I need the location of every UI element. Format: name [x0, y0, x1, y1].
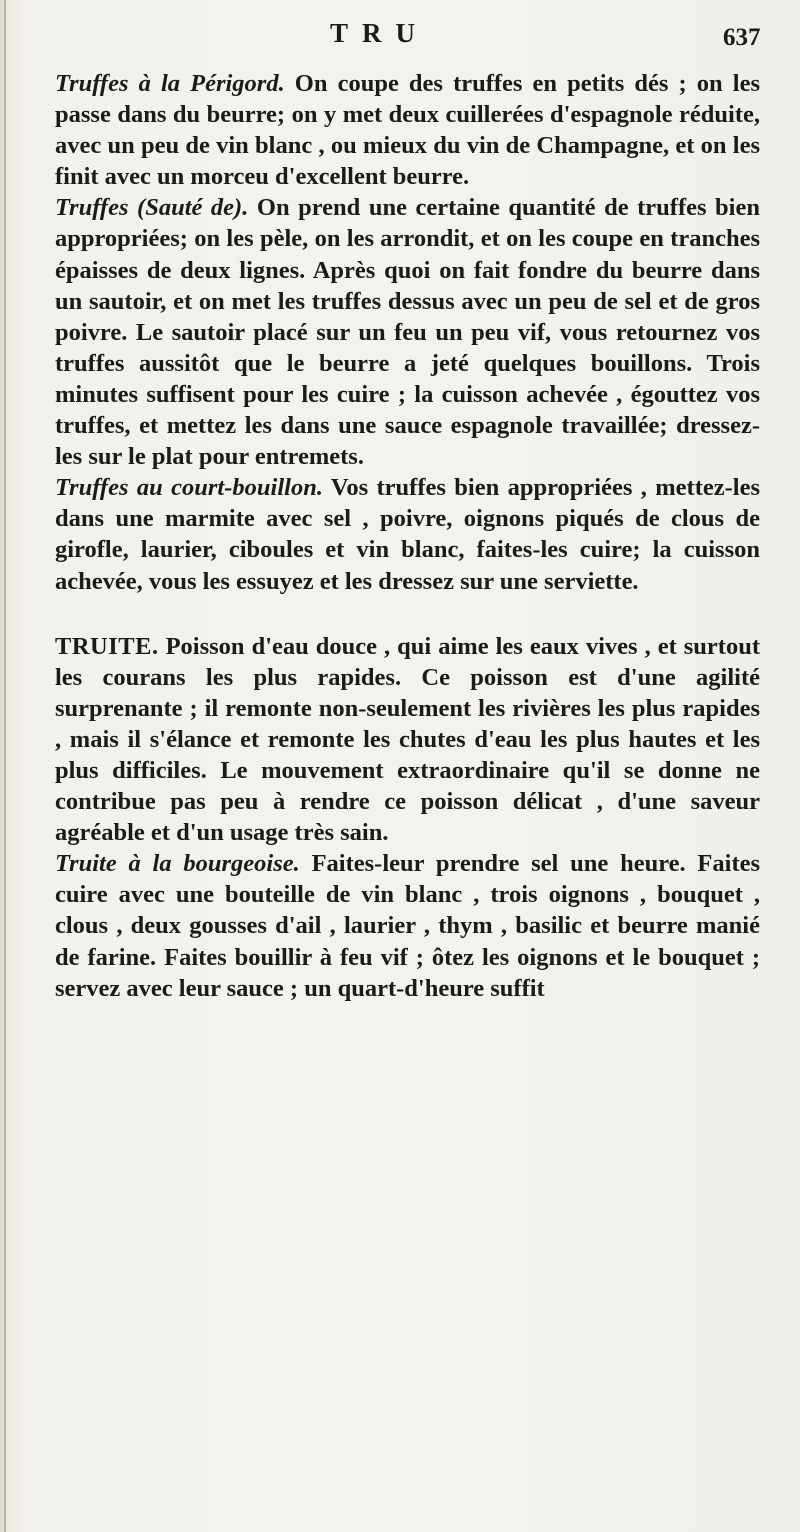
entry-truffes-court-bouillon [55, 472, 760, 596]
body-text [55, 68, 760, 1004]
entry-truite-bourgeoise [55, 848, 760, 1003]
entry-term: Truite à la bourgeoise. [55, 850, 300, 878]
entry-text: Poisson d'eau douce , qui aime les eaux vives , et surtout les courans les plus rapides. Ce poisson est d'une agilité surprenante ; il remonte non-seulement les rivières les plus rapides , mais il s'élance et remonte les chutes d'eau les plus hautes et les plus difficiles. Le mouvement extraordinaire qu'il se donne ne contribue pas peu à rendre ce poisson délicat , d'une saveur agréable et d'un usage très sain. [55, 632, 760, 847]
entry-text: On prend une certaine quantité de truffes bien appropriées; on les pèle, on les arrondit, et on les coupe en tranches épaisses de deux lignes. Après quoi on fait fondre du beurre dans un sautoir, et on met les truffes dessus avec un peu de sel et de gros poivre. Le sautoir placé sur un feu un peu vif, vous retournez vos truffes aussitôt que le beurre a jeté quelques bouillons. Trois minutes suffisent pour les cuire ; la cuisson achevée , égouttez vos truffes, et mettez les dans une sauce espagnole travaillée; dressez-les sur le plat pour entremets. [55, 194, 760, 471]
entry-term: Truffes au court-bouillon. [55, 474, 323, 502]
running-head: TRU [330, 18, 430, 48]
entry-term: Truffes (Sauté de). [55, 194, 249, 222]
section-gap [55, 597, 760, 631]
entry-heading: TRUITE. [55, 632, 159, 660]
entry-text: Faites-leur prendre sel une heure. Faites cuire avec une bouteille de vin blanc , trois oignons , bouquet , clous , deux gousses d'ail , laurier , thym , basilic et beurre manié de farine. Faites bouillir à feu vif ; ôtez les oignons et le bouquet ; servez avec leur sauce ; un quart-d'heure suffit [55, 850, 761, 1002]
entry-truffes-perigord [55, 68, 760, 192]
entry-text: On coupe des truffes en petits dés ; on les passe dans du beurre; on y met deux cuillerées d'espagnole réduite, avec un peu de vin blanc , ou mieux du vin de Champagne, et on les finit avec un morceu d'excellent beurre. [55, 70, 760, 191]
entry-text: Vos truffes bien appropriées , mettez-les dans une marmite avec sel , poivre, oignons piqués de clous de girofle, laurier, ciboules et vin blanc, faites-les cuire; la cuisson achevée, vous les essuyez et les dressez sur une serviette. [55, 474, 760, 595]
entry-truffes-saute [55, 192, 760, 472]
page-number: 637 [723, 24, 761, 51]
page-header [0, 14, 800, 54]
page-edge-rule [4, 0, 6, 1532]
entry-term: Truffes à la Périgord. [55, 70, 285, 97]
entry-truite [55, 631, 760, 849]
